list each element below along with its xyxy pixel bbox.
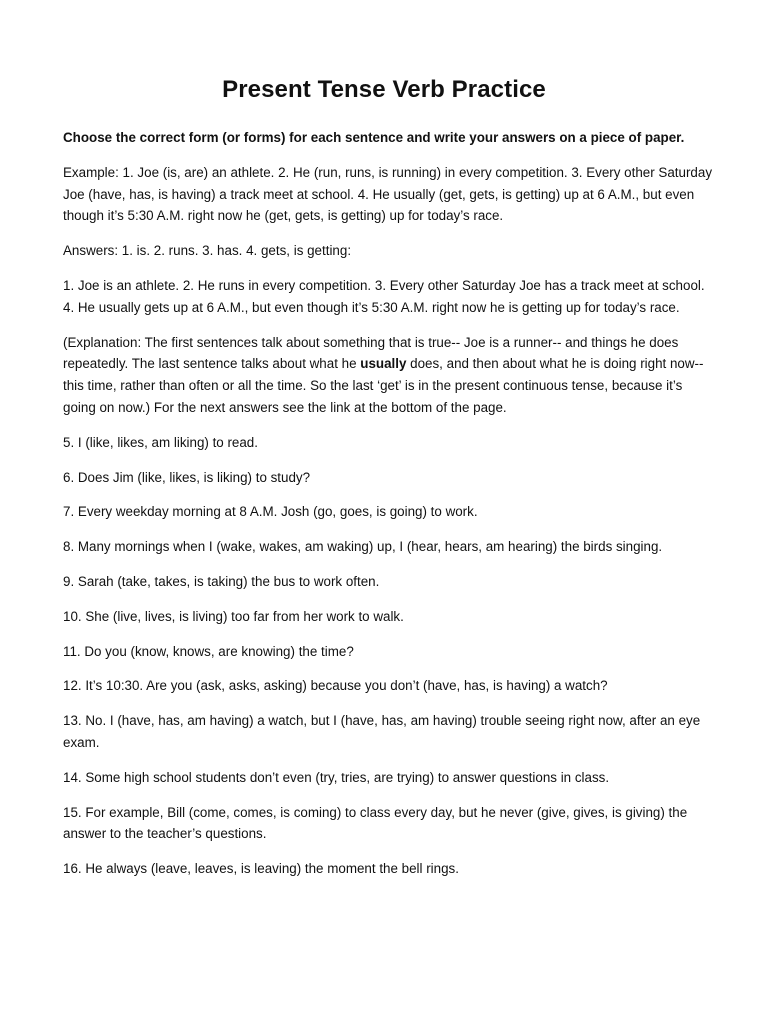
question-item: 14. Some high school students don’t even (try, tries, are trying) to answer questions in class. [63, 769, 610, 785]
answer-sentences-paragraph: 1. Joe is an athlete. 2. He runs in every competition. 3. Every other Saturday Joe has a track meet at school. 4. He usually gets up at 6 A.M., but even though it’s 5:30 A.M. right now he is getting up for today’s race. [63, 277, 705, 315]
example-paragraph: Example: 1. Joe (is, are) an athlete. 2. He (run, runs, is running) in every competition. 3. Every other Saturday Joe (have, has, is having) a track meet at school. 4. He usually (get, gets, is getting) up at 6 A.M., but even though it’s 5:30 A.M. right now he (get, gets, is getting) up for today’s race. [63, 164, 713, 224]
document-body [63, 127, 713, 893]
question-item: 13. No. I (have, has, am having) a watch, but I (have, has, am having) trouble seeing right now, after an eye exam. [63, 713, 701, 750]
question-item: 6. Does Jim (like, likes, is liking) to study? [63, 469, 311, 485]
answers-paragraph: Answers: 1. is. 2. runs. 3. has. 4. gets, is getting: [63, 243, 352, 259]
question-item: 5. I (like, likes, am liking) to read. [63, 434, 258, 450]
question-item: 12. It’s 10:30. Are you (ask, asks, asking) because you don’t (have, has, is having) a watch? [63, 678, 608, 694]
explanation-text-end: does, and then about what he is doing right now-- this time, rather than often or all the time. So the last ‘get’ is in the present continuous tense, because it’s going on now.) For the next answers see the link at the bottom of the page. [63, 356, 704, 415]
question-item: 7. Every weekday morning at 8 A.M. Josh (go, goes, is going) to work. [63, 504, 478, 520]
page-title: Present Tense Verb Practice [222, 76, 546, 103]
instructions: Choose the correct form (or forms) for each sentence and write your answers on a piece of paper. [63, 130, 685, 145]
question-item: 8. Many mornings when I (wake, wakes, am waking) up, I (hear, hears, am hearing) the birds singing. [63, 539, 663, 555]
question-item: 10. She (live, lives, is living) too far from her work to walk. [63, 608, 404, 624]
question-item: 16. He always (leave, leaves, is leaving) the moment the bell rings. [63, 861, 459, 877]
explanation-paragraph [63, 332, 713, 419]
explanation-bold-word: usually [360, 356, 407, 372]
question-item: 15. For example, Bill (come, comes, is coming) to class every day, but he never (give, gives, is giving) the answer to the teacher’s questions. [63, 804, 688, 842]
question-item: 11. Do you (know, knows, are knowing) the time? [63, 643, 354, 659]
question-item: 9. Sarah (take, takes, is taking) the bus to work often. [63, 573, 380, 589]
explanation-text-start: (Explanation: The first sentences talk about something that is true-- Joe is a runner-- and things he does repeatedly. The last sentence talks about what he [63, 334, 679, 372]
